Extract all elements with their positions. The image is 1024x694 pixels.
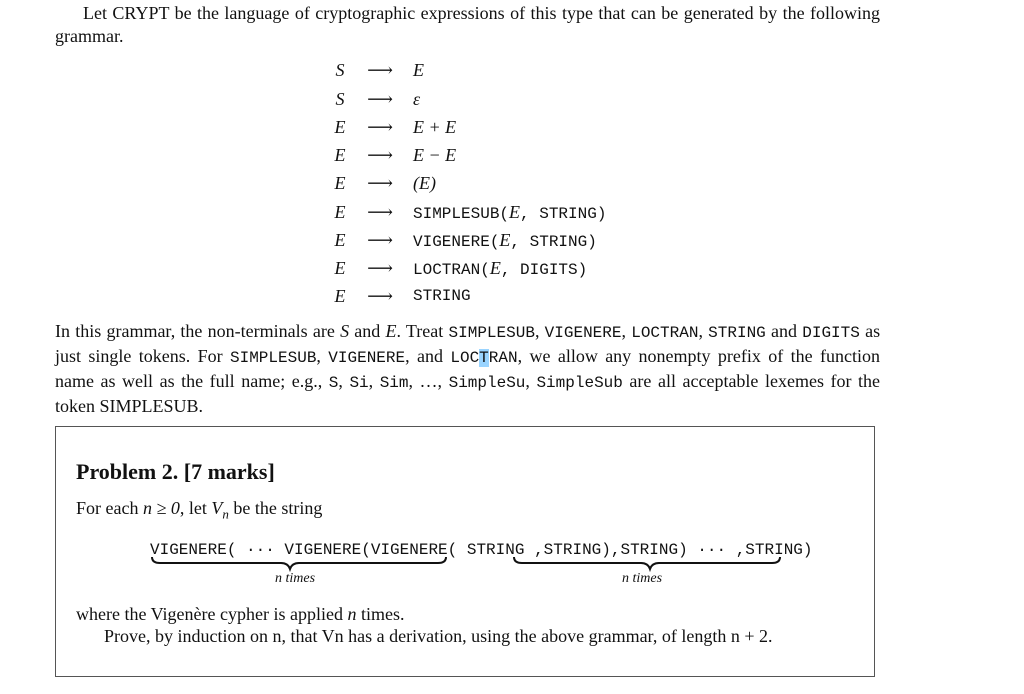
rule-rhs — [413, 255, 587, 283]
explanation-text: prefix of the function name as well as the full name; e.g., — [55, 346, 880, 391]
statement-text: be the string — [233, 498, 323, 518]
rhs-tail: , STRING) — [520, 205, 607, 223]
rule-arrow: ⟶ — [367, 258, 393, 278]
vn-letter: V — [211, 498, 223, 518]
rule-arrow: ⟶ — [367, 60, 393, 80]
statement-text: For each — [76, 498, 139, 518]
explanation-text: all acceptable lexemes for the token SIMPLESUB. — [55, 371, 881, 416]
problem-marks: [7 marks] — [183, 459, 275, 484]
token-simplesub: SIMPLESUB — [230, 349, 317, 367]
right-underbrace — [514, 557, 780, 569]
statement-text: , let — [179, 498, 207, 518]
explanation-text: as just single tokens. For — [55, 321, 881, 366]
underbraces — [56, 555, 876, 595]
rule-lhs: S — [335, 89, 345, 109]
intro-paragraph — [55, 2, 880, 48]
right-brace-label: n times — [622, 571, 663, 586]
problem-statement — [76, 497, 322, 526]
where-text: times. — [360, 604, 405, 624]
n-variable: n — [347, 604, 357, 624]
lexeme-example: SimpleSub — [536, 374, 623, 392]
rule-rhs: E − E — [413, 145, 457, 165]
rule-rhs: E + E — [413, 117, 457, 137]
rule-lhs: E — [334, 202, 346, 222]
rhs-argument: E — [499, 230, 511, 250]
explanation-text: and — [354, 321, 381, 341]
where-line — [76, 603, 404, 626]
explanation-paragraph: In this grammar, the non-terminals are S and E. Treat SIMPLESUB, VIGENERE, LOCTRAN, STRING and DIGITS as just single tokens. For SIMPLESUB, VIGENERE, and LOCTRAN, we allow any nonempty prefix of the function name as well as the full name; e.g., S, Si, Sim, …, SimpleSu, SimpleSub are all acceptable lexemes for the token SIMPLESUB. — [55, 321, 881, 416]
rhs-tail: , STRING) — [510, 233, 597, 251]
explanation-text: are — [629, 371, 652, 391]
token-string: STRING — [708, 324, 766, 342]
token-simplesub: SIMPLESUB — [448, 324, 535, 342]
token-digits: DIGITS — [802, 324, 860, 342]
rule-rhs — [413, 227, 597, 255]
rule-arrow: ⟶ — [367, 286, 393, 306]
vn-string-left: VIGENERE( ··· VIGENERE(VIGENERE( STRING — [150, 541, 535, 559]
rule-rhs: ε — [413, 89, 421, 109]
vn-subscript: n — [222, 506, 229, 522]
rule-arrow: ⟶ — [367, 145, 393, 165]
nonterminal-e: E — [385, 321, 397, 341]
lexeme-example: Sim — [379, 374, 409, 392]
rule-arrow: ⟶ — [367, 173, 393, 193]
problem-number: Problem 2. — [76, 459, 179, 484]
left-brace-label: n times — [275, 571, 316, 586]
ellipsis: … — [419, 371, 438, 391]
vn-string-right: ,STRING),STRING) ··· ,STRING) — [534, 541, 813, 559]
token-loctran: LOCTRAN — [450, 349, 518, 367]
intro-line-1: Let CRYPT be the language of cryptographic expressions of this type that can be generated by — [83, 3, 778, 23]
explanation-text: In this grammar, the non-terminals are — [55, 321, 335, 341]
token-vigenere: VIGENERE — [544, 324, 622, 342]
token-loctran: LOCTRAN — [631, 324, 699, 342]
lexeme-example: S — [328, 374, 339, 392]
condition: n ≥ 0 — [142, 498, 180, 518]
rule-lhs: E — [334, 230, 346, 250]
rule-lhs: E — [334, 117, 346, 137]
vn-symbol — [211, 498, 229, 522]
rule-lhs: E — [334, 258, 346, 278]
rule-lhs: S — [335, 60, 345, 80]
rule-arrow: ⟶ — [367, 89, 393, 109]
rhs-function: VIGENERE( — [413, 233, 500, 251]
rule-arrow: ⟶ — [367, 117, 393, 137]
problem-box — [55, 426, 875, 677]
rhs-argument: E — [509, 202, 521, 222]
rhs-function: SIMPLESUB( — [413, 205, 510, 223]
rule-rhs: STRING — [413, 287, 471, 305]
token-vigenere: VIGENERE — [328, 349, 406, 367]
rhs-argument: E — [489, 258, 501, 278]
nonterminal-s: S — [340, 321, 350, 341]
prove-paragraph: Prove, by induction on n, that Vn has a derivation, using the above grammar, of length n + 2. — [104, 626, 773, 646]
explanation-text: we allow any nonempty — [529, 346, 711, 366]
problem-title — [76, 459, 275, 485]
rule-rhs — [413, 199, 606, 227]
rule-arrow: ⟶ — [367, 230, 393, 250]
lexeme-example: Si — [349, 374, 369, 392]
intro-line-2: the following grammar. — [55, 3, 880, 46]
left-underbrace — [152, 557, 446, 569]
where-text: where the Vigenère cypher is applied — [76, 604, 343, 624]
rhs-function: LOCTRAN( — [413, 261, 490, 279]
rule-rhs: E — [413, 60, 424, 80]
rule-lhs: E — [334, 145, 346, 165]
explanation-text: . Treat — [396, 321, 444, 341]
rule-arrow: ⟶ — [367, 202, 393, 222]
rule-lhs: E — [334, 286, 346, 306]
rhs-tail: , DIGITS) — [500, 261, 588, 279]
rule-rhs: (E) — [413, 173, 436, 193]
rule-lhs: E — [334, 173, 346, 193]
lexeme-example: SimpleSu — [448, 374, 526, 392]
